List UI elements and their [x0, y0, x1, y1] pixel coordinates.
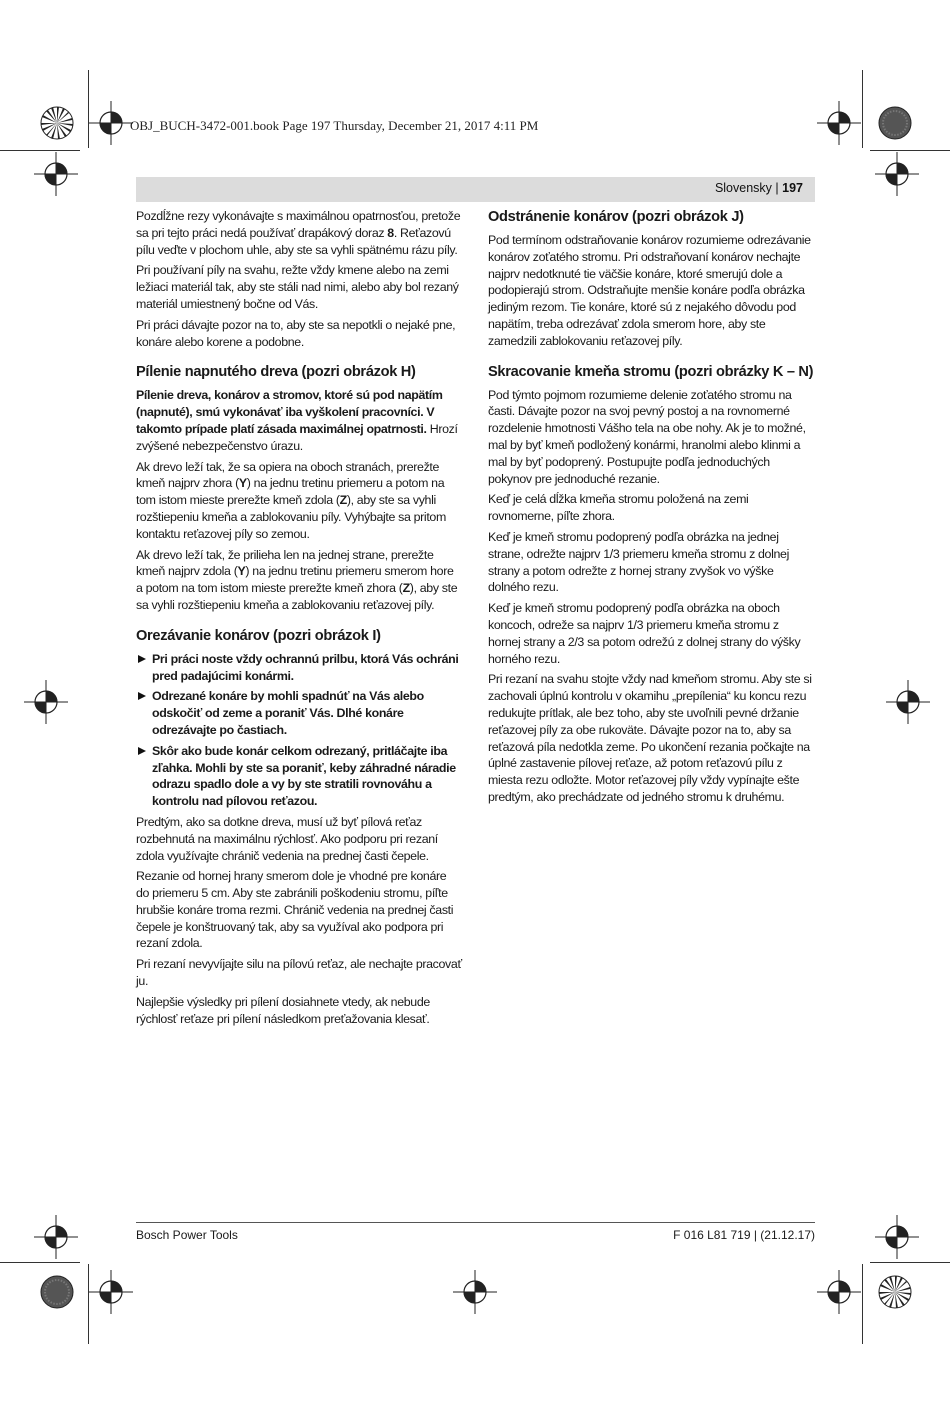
left-column	[136, 208, 462, 1031]
paragraph: Ak drevo leží tak, že sa opiera na oboch stranách, prerežte kmeň najprv zhora (Y) na jednu tretinu priemeru a potom na tom istom mieste prerežte kmeň zdola (Z), aby ste sa vyhli rozštiepeniu kmeňa a zablokovaniu píly. Vyhýbajte sa pritom kontaktu reťazovej píly so zemou.	[136, 459, 446, 541]
paragraph: Pod týmto pojmom rozumieme delenie zoťatého stromu na časti. Dávajte pozor na svoj pevný postoj a na rovnomerné rozdelenie hmotnosti Vášho tela na obe nohy. Ak je to možné, mal by byť kmeň podložený konármi, hranolmi alebo klinmi a mal by byť podoprený. Postupujte podľa jednoduchých pokynov pre jednoduché rezanie.	[488, 387, 806, 486]
registration-star-target-icon	[878, 1275, 912, 1309]
paragraph: Keď je celá dĺžka kmeňa stromu položená na zemi rovnomerne, píľte zhora.	[488, 492, 749, 524]
trim-line	[862, 1264, 863, 1344]
footer-brand: Bosch Power Tools	[136, 1228, 238, 1242]
registration-dot-target-icon	[40, 1275, 74, 1309]
page-header	[715, 181, 803, 195]
registration-crosshair-icon	[89, 1270, 133, 1314]
registration-star-target-icon	[40, 106, 74, 140]
paragraph: Pri rezaní na svahu stojte vždy nad kmeňom stromu. Aby ste si zachovali úplnú kontrolu v okamihu „prepílenia“ ku koncu rezu redukujte prítlak, ale bez toho, aby ste uvoľnili pevné držanie reťazovej píly za obe rukoväte. Dávajte pozor na to, aby sa reťazová píla nedotkla zeme. Po ukončení rezania počkajte na úplné zastavenie pílovej reťaze, až potom reťazovú pílu z miesta rezu odložte. Motor reťazovej píly vždy vypínajte ešte predtým, ako prechádzate od jedného stromu k druhému.	[488, 672, 812, 804]
footer-doc-number: F 016 L81 719 | (21.12.17)	[673, 1228, 815, 1242]
warning-paragraph: Pílenie dreva, konárov a stromov, ktoré sú pod napätím (napnuté), smú vykonávať iba vyškolení pracovníci. V takomto prípade platí zásada maximálnej opatrnosti. Hrozí zvýšené nebezpečenstvo úrazu.	[136, 388, 458, 453]
registration-crosshair-icon	[817, 101, 861, 145]
header-separator: |	[775, 181, 779, 195]
registration-crosshair-icon	[24, 680, 68, 724]
header-language: Slovensky	[714, 181, 772, 195]
bullet-triangle-icon	[138, 747, 146, 755]
print-slug-line: OBJ_BUCH-3472-001.book Page 197 Thursday, December 21, 2017 4:11 PM	[130, 118, 539, 133]
trim-line	[862, 70, 863, 148]
paragraph: Ak drevo leží tak, že prilieha len na jednej strane, prerežte kmeň najprv zdola (Y) na jednu tretinu priemeru smerom hore a potom na tom istom mieste prerežte kmeň zhora (Z), aby ste sa vyhli rozštiepeniu kmeňa a zablokovaniu reťazovej píly.	[136, 547, 458, 612]
registration-crosshair-icon	[817, 1270, 861, 1314]
trim-line	[870, 1262, 950, 1263]
warning-bullet: Pri práci noste vždy ochrannú prilbu, ktorá Vás ochráni pred padajúcimi konármi.	[136, 651, 462, 685]
paragraph: Keď je kmeň stromu podoprený podľa obrázka na jednej strane, odrežte najprv 1/3 priemeru kmeňa stromu z dolnej strany a potom odrežte z hornej strany zvyšok vo výške dolného rezu.	[488, 529, 789, 595]
paragraph: Najlepšie výsledky pri pílení dosiahnete vtedy, ak nebude rýchlosť reťaze pri pílení následkom preťažovania klesať.	[136, 994, 430, 1026]
paragraph: Pri práci dávajte pozor na to, aby ste sa nepotkli o nejaké pne, konáre alebo korene a podobne.	[136, 317, 456, 349]
registration-crosshair-icon	[875, 1215, 919, 1259]
page-header-bar	[136, 177, 815, 202]
section-heading: Skracovanie kmeňa stromu (pozri obrázky K – N)	[488, 363, 814, 380]
trim-line	[870, 150, 950, 151]
paragraph: Rezanie od hornej hrany smerom dole je vhodné pre konáre do priemeru 5 cm. Aby ste zabránili poškodeniu stromu, píľte hrubšie konáre troma rezmi. Chránič vedenia na prednej časti čepele je konštruovaný tak, aby sa využíval ako podpora pri rezaní zdola.	[136, 869, 454, 951]
registration-crosshair-icon	[886, 680, 930, 724]
paragraph: Predtým, ako sa dotkne dreva, musí už byť pílová reťaz rozbehnutá na maximálnu rýchlosť. Ako podporu pri rezaní zdola využívajte chránič vedenia na prednej časti čepele.	[136, 814, 438, 863]
paragraph: Pri používaní píly na svahu, režte vždy kmene alebo na zemi ležiaci materiál tak, aby ste stáli nad nimi, alebo aby bol rezaný materiál umiestnený bočne od Vás.	[136, 263, 459, 311]
registration-crosshair-icon	[453, 1270, 497, 1314]
right-column	[488, 208, 814, 810]
page-number: 197	[782, 181, 803, 195]
paragraph: Pozdĺžne rezy vykonávajte s maximálnou opatrnosťou, pretože sa pri tejto práci nedá používať drapákový doraz 8. Reťazovú pílu veďte v plochom uhle, aby ste sa vyhli spätnému rázu píly.	[136, 209, 461, 257]
registration-crosshair-icon	[34, 152, 78, 196]
section-heading: Orezávanie konárov (pozri obrázok I)	[136, 627, 381, 644]
bullet-triangle-icon	[138, 692, 146, 700]
bullet-triangle-icon	[138, 655, 146, 663]
trim-line	[0, 150, 80, 151]
paragraph: Pod termínom odstraňovanie konárov rozumieme odrezávanie konárov zoťatého stromu. Pri odstraňovaní konárov nechajte najprv nedotknuté tie väčšie konáre, ktoré smerujú dole a podopierajú strom. Odstraňujte menšie konáre podľa obrázka jediným rezom. Tie konáre, ktoré sú z nejakého dôvodu pod napätím, treba odrezávať zdola smerom hore, aby ste zamedzili zablokovaniu reťazovej píly.	[488, 233, 811, 348]
footer-rule	[136, 1222, 815, 1223]
registration-dot-target-icon	[878, 106, 912, 140]
paragraph: Keď je kmeň stromu podoprený podľa obrázka na oboch koncoch, odreže sa najprv 1/3 priemeru kmeňa stromu z hornej strany a 2/3 sa potom odrežú z dolnej strany do výšky horného rezu.	[488, 601, 801, 666]
registration-crosshair-icon	[34, 1215, 78, 1259]
warning-bullet: Odrezané konáre by mohli spadnúť na Vás alebo odskočiť od zeme a poraniť Vás. Dlhé konáre odrezávajte po častiach.	[136, 688, 462, 738]
warning-bullet: Skôr ako bude konár celkom odrezaný, pritláčajte iba zľahka. Mohli by ste sa poraniť, keby záhradné náradie odrazu spadlo dole a vy by ste stratili rovnováhu a kontrolu nad pílovou reťazou.	[136, 743, 462, 810]
trim-line	[0, 1262, 80, 1263]
section-heading: Pílenie napnutého dreva (pozri obrázok H)	[136, 364, 416, 381]
paragraph: Pri rezaní nevyvíjajte silu na pílovú reťaz, ale nechajte pracovať ju.	[136, 957, 462, 989]
registration-crosshair-icon	[875, 152, 919, 196]
registration-crosshair-icon	[89, 101, 133, 145]
section-heading: Odstránenie konárov (pozri obrázok J)	[488, 209, 744, 225]
